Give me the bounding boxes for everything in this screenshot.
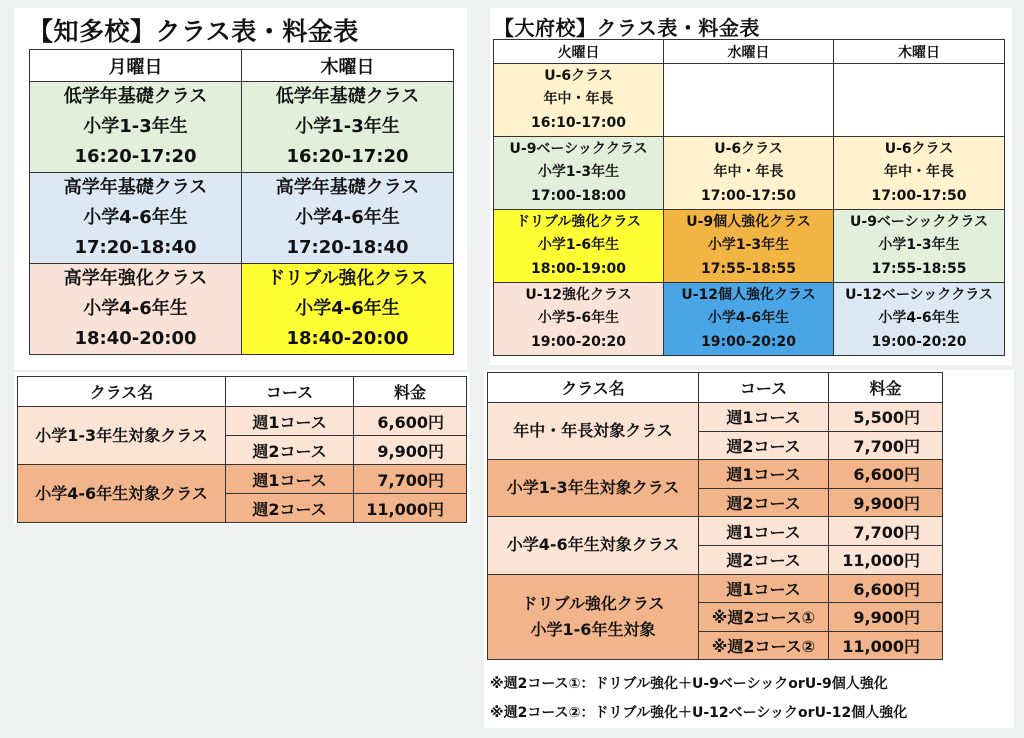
class-grade: 年中・年長	[713, 164, 784, 181]
obu-day-header: 水曜日	[664, 40, 834, 64]
class-grade: 小学4-6年生	[878, 310, 960, 327]
fee-course: 週2コース	[699, 488, 829, 517]
schedule-cell	[664, 64, 834, 137]
fee-price: 7,700円	[829, 431, 943, 460]
fee-course: 週2コース	[699, 431, 829, 460]
fee-course: 週1コース	[226, 465, 354, 494]
fee-class-name: ドリブル強化クラス 小学1-6年生対象	[488, 574, 699, 660]
obu-day-header: 火曜日	[494, 40, 664, 64]
class-time: 19:00-20:20	[531, 333, 626, 350]
schedule-cell	[494, 137, 664, 210]
obu-day-header: 木曜日	[834, 40, 1005, 64]
obu-note-2: ※週2コース②：ドリブル強化＋U-12ベーシックorU-12個人強化	[490, 705, 908, 721]
schedule-cell	[494, 64, 664, 137]
class-time: 17:00-18:00	[531, 187, 626, 204]
schedule-row	[494, 137, 1005, 210]
schedule-cell	[30, 264, 242, 355]
class-time: 16:20-17:20	[74, 146, 197, 167]
class-grade: 小学1-3年生	[295, 116, 400, 137]
class-time: 17:00-17:50	[701, 187, 796, 204]
fee-class-name: 小学4-6年生対象クラス	[488, 517, 699, 574]
schedule-cell	[494, 283, 664, 356]
class-grade: 小学4-6年生	[295, 207, 400, 228]
class-time: 18:00-19:00	[531, 260, 626, 277]
schedule-cell	[30, 82, 242, 173]
class-grade: 小学1-6年生	[537, 237, 620, 254]
fee-row	[488, 517, 943, 546]
fee-row	[18, 407, 467, 436]
fee-row	[18, 465, 467, 494]
fee-class-name: 小学1-3年生対象クラス	[488, 460, 699, 517]
fee-price: 5,500円	[829, 403, 943, 432]
class-name: U-12強化クラス	[525, 286, 632, 303]
class-time: 17:20-18:40	[286, 237, 409, 258]
class-time: 19:00-20:20	[701, 333, 796, 350]
fee-course: ※週2コース②	[699, 631, 829, 660]
class-name: 高学年基礎クラス	[63, 177, 208, 198]
class-grade: 小学1-3年生	[878, 237, 960, 254]
fee-price: 6,600円	[829, 460, 943, 489]
class-time: 17:55-18:55	[871, 260, 967, 277]
class-grade: 小学4-6年生	[83, 298, 188, 319]
class-name: U-6クラス	[884, 140, 954, 157]
fee-row	[488, 574, 943, 603]
class-name: ドリブル強化クラス	[515, 213, 642, 230]
fee-course: 週1コース	[699, 460, 829, 489]
obu-fee-table	[487, 372, 943, 660]
fee-price: 6,600円	[354, 407, 467, 436]
class-name: U-12ベーシッククラス	[845, 286, 993, 303]
schedule-row	[30, 173, 454, 264]
fee-course: 週1コース	[699, 403, 829, 432]
schedule-row	[494, 64, 1005, 137]
class-name: 低学年基礎クラス	[275, 86, 420, 107]
fee-price: 6,600円	[829, 574, 943, 603]
class-name: U-9個人強化クラス	[686, 213, 811, 230]
class-name: 高学年強化クラス	[63, 268, 208, 289]
class-grade: 小学4-6年生	[707, 310, 790, 327]
class-name: U-9ベーシッククラス	[850, 213, 988, 230]
chita-fee-header: コース	[226, 377, 354, 407]
schedule-cell	[834, 64, 1005, 137]
schedule-cell	[494, 210, 664, 283]
schedule-cell	[242, 264, 454, 355]
class-grade: 年中・年長	[543, 91, 614, 108]
schedule-cell	[664, 210, 834, 283]
schedule-cell	[242, 82, 454, 173]
class-grade: 小学4-6年生	[295, 298, 400, 319]
schedule-cell	[834, 210, 1005, 283]
class-name: 高学年基礎クラス	[275, 177, 420, 198]
class-time: 16:20-17:20	[286, 146, 409, 167]
obu-schedule-table	[493, 39, 1005, 356]
fee-class-name: 小学1-3年生対象クラス	[18, 407, 226, 465]
class-name: ドリブル強化クラス	[267, 268, 428, 289]
fee-course: 週2コース	[226, 436, 354, 465]
fee-course: ※週2コース①	[699, 603, 829, 632]
obu-note-1: ※週2コース①：ドリブル強化＋U-9ベーシックorU-9個人強化	[490, 676, 888, 692]
fee-course: 週1コース	[699, 517, 829, 546]
fee-price: 9,900円	[829, 603, 943, 632]
fee-class-name: 年中・年長対象クラス	[488, 403, 699, 460]
chita-schedule-table	[29, 49, 454, 355]
fee-course: 週2コース	[226, 494, 354, 523]
schedule-cell	[664, 137, 834, 210]
schedule-row	[30, 82, 454, 173]
fee-price: 9,900円	[829, 488, 943, 517]
class-time: 19:00-20:20	[871, 333, 967, 350]
class-time: 17:55-18:55	[701, 260, 796, 277]
schedule-cell	[242, 173, 454, 264]
fee-class-name: 小学4-6年生対象クラス	[18, 465, 226, 523]
schedule-cell	[664, 283, 834, 356]
fee-course: 週1コース	[226, 407, 354, 436]
chita-fee-header: 料金	[354, 377, 467, 407]
class-grade: 小学4-6年生	[83, 207, 188, 228]
obu-fee-header: クラス名	[488, 373, 699, 403]
obu-title: 【大府校】クラス表・料金表	[494, 16, 760, 40]
schedule-row	[494, 210, 1005, 283]
class-name: U-6クラス	[714, 140, 783, 157]
class-grade: 小学5-6年生	[537, 310, 620, 327]
class-grade: 小学1-3年生	[537, 164, 620, 181]
class-time: 16:10-17:00	[531, 114, 626, 131]
fee-row	[488, 403, 943, 432]
class-time: 17:20-18:40	[74, 237, 197, 258]
chita-day-header: 月曜日	[30, 50, 242, 82]
class-grade: 小学1-3年生	[707, 237, 790, 254]
class-time: 18:40-20:00	[286, 328, 409, 349]
class-name: U-9ベーシッククラス	[509, 140, 648, 157]
schedule-cell	[834, 137, 1005, 210]
schedule-row	[494, 283, 1005, 356]
fee-course: 週1コース	[699, 574, 829, 603]
fee-price: 7,700円	[829, 517, 943, 546]
schedule-cell	[834, 283, 1005, 356]
schedule-row	[30, 264, 454, 355]
class-name: U-12個人強化クラス	[681, 286, 816, 303]
class-grade: 年中・年長	[884, 164, 954, 181]
fee-price: 11,000円	[829, 545, 943, 574]
fee-row	[488, 460, 943, 489]
chita-day-header: 木曜日	[242, 50, 454, 82]
fee-course: 週2コース	[699, 545, 829, 574]
obu-fee-header: 料金	[829, 373, 943, 403]
class-name: U-6クラス	[544, 67, 613, 84]
class-time: 18:40-20:00	[74, 328, 197, 349]
chita-title: 【知多校】クラス表・料金表	[28, 17, 359, 46]
fee-price: 11,000円	[829, 631, 943, 660]
fee-price: 9,900円	[354, 436, 467, 465]
schedule-cell	[30, 173, 242, 264]
class-grade: 小学1-3年生	[83, 116, 188, 137]
obu-fee-header: コース	[699, 373, 829, 403]
fee-price: 7,700円	[354, 465, 467, 494]
chita-fee-header: クラス名	[18, 377, 226, 407]
chita-fee-table	[17, 376, 467, 523]
class-name: 低学年基礎クラス	[63, 86, 208, 107]
fee-price: 11,000円	[354, 494, 467, 523]
class-time: 17:00-17:50	[871, 187, 967, 204]
